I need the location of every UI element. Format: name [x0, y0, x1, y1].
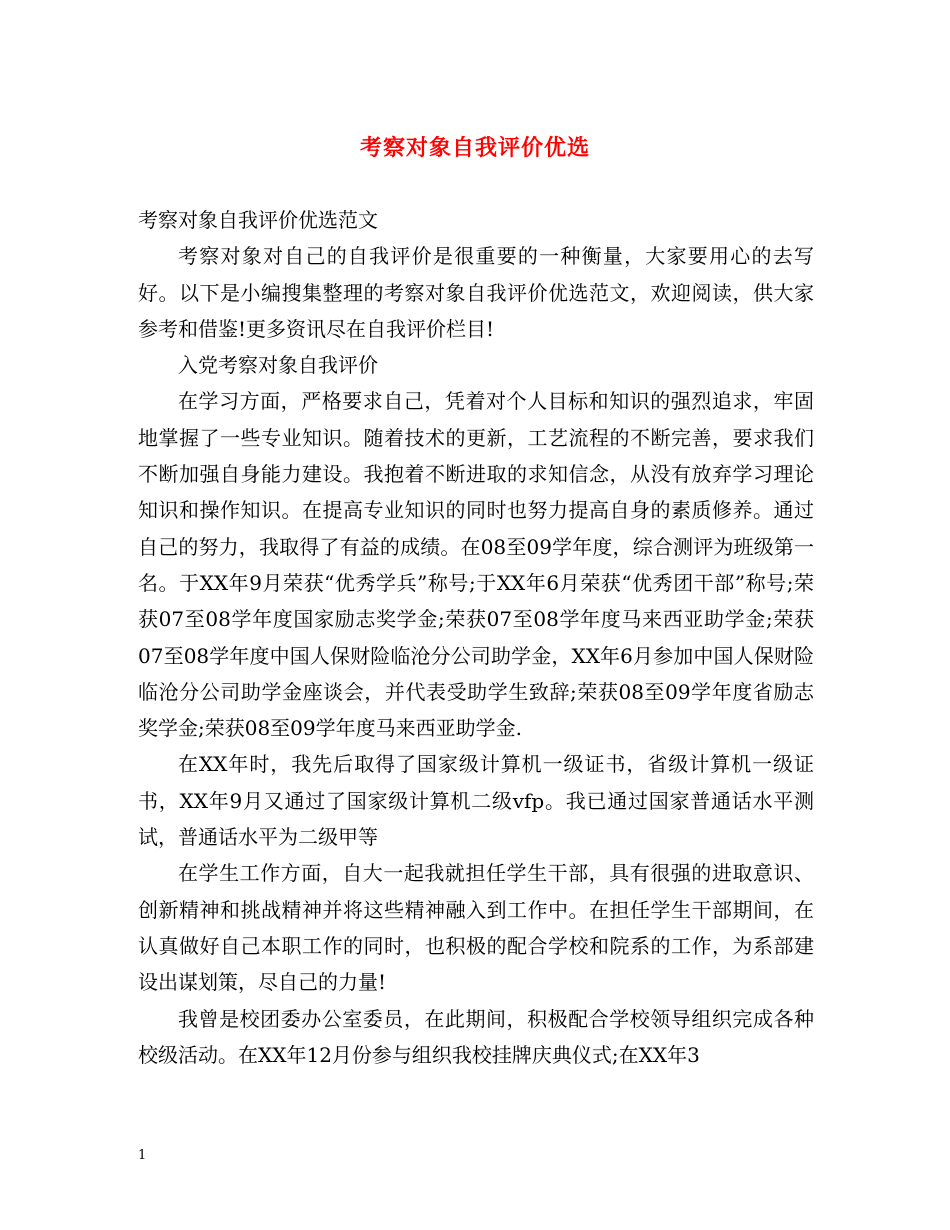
- student-work-paragraph: 在学生工作方面，自大一起我就担任学生干部，具有很强的进取意识、创新精神和挑战精神并将这些精神融入到工作中。在担任学生干部期间，在认真做好自己本职工作的同时，也积极的配合学校和院系的工作，为系部建设出谋划策，尽自己的力量!: [138, 861, 814, 995]
- study-paragraph: 在学习方面，严格要求自己，凭着对个人目标和知识的强烈追求，牢固地掌握了一些专业知识。随着技术的更新，工艺流程的不断完善，要求我们不断加强自身能力建设。我抱着不断进取的求知信念，从没有放弃学习理论知识和操作知识。在提高专业知识的同时也努力提高自身的素质修养。通过自己的努力，我取得了有益的成绩。在08至09学年度，综合测评为班级第一名。于XX年9月荣获“优秀学兵”称号;于XX年6月荣获“优秀团干部”称号;荣获07至08学年度国家励志奖学金;荣获07至08学年度马来西亚助学金;荣获07至08学年度中国人保财险临沧分公司助学金，XX年6月参加中国人保财险临沧分公司助学金座谈会，并代表受助学生致辞;荣获08至09学年度省励志奖学金;荣获08至09学年度马来西亚助学金.: [138, 389, 814, 741]
- certificate-paragraph: 在XX年时，我先后取得了国家级计算机一级证书，省级计算机一级证书，XX年9月又通过了国家级计算机二级vfp。我已通过国家普通话水平测试，普通话水平为二级甲等: [138, 752, 814, 850]
- intro-paragraph: 考察对象对自己的自我评价是很重要的一种衡量，大家要用心的去写好。以下是小编搜集整理的考察对象自我评价优选范文，欢迎阅读，供大家参考和借鉴!更多资讯尽在自我评价栏目!: [138, 244, 814, 341]
- document-body: [138, 202, 814, 1073]
- youth-league-paragraph: 我曾是校团委办公室委员，在此期间，积极配合学校领导组织完成各种校级活动。在XX年12月份参与组织我校挂牌庆典仪式;在XX年3: [138, 1006, 814, 1067]
- page-number: 1: [138, 1148, 147, 1163]
- section-heading: 入党考察对象自我评价: [178, 353, 378, 378]
- subtitle-paragraph: 考察对象自我评价优选范文: [138, 208, 378, 232]
- document-title: 考察对象自我评价优选: [359, 135, 590, 161]
